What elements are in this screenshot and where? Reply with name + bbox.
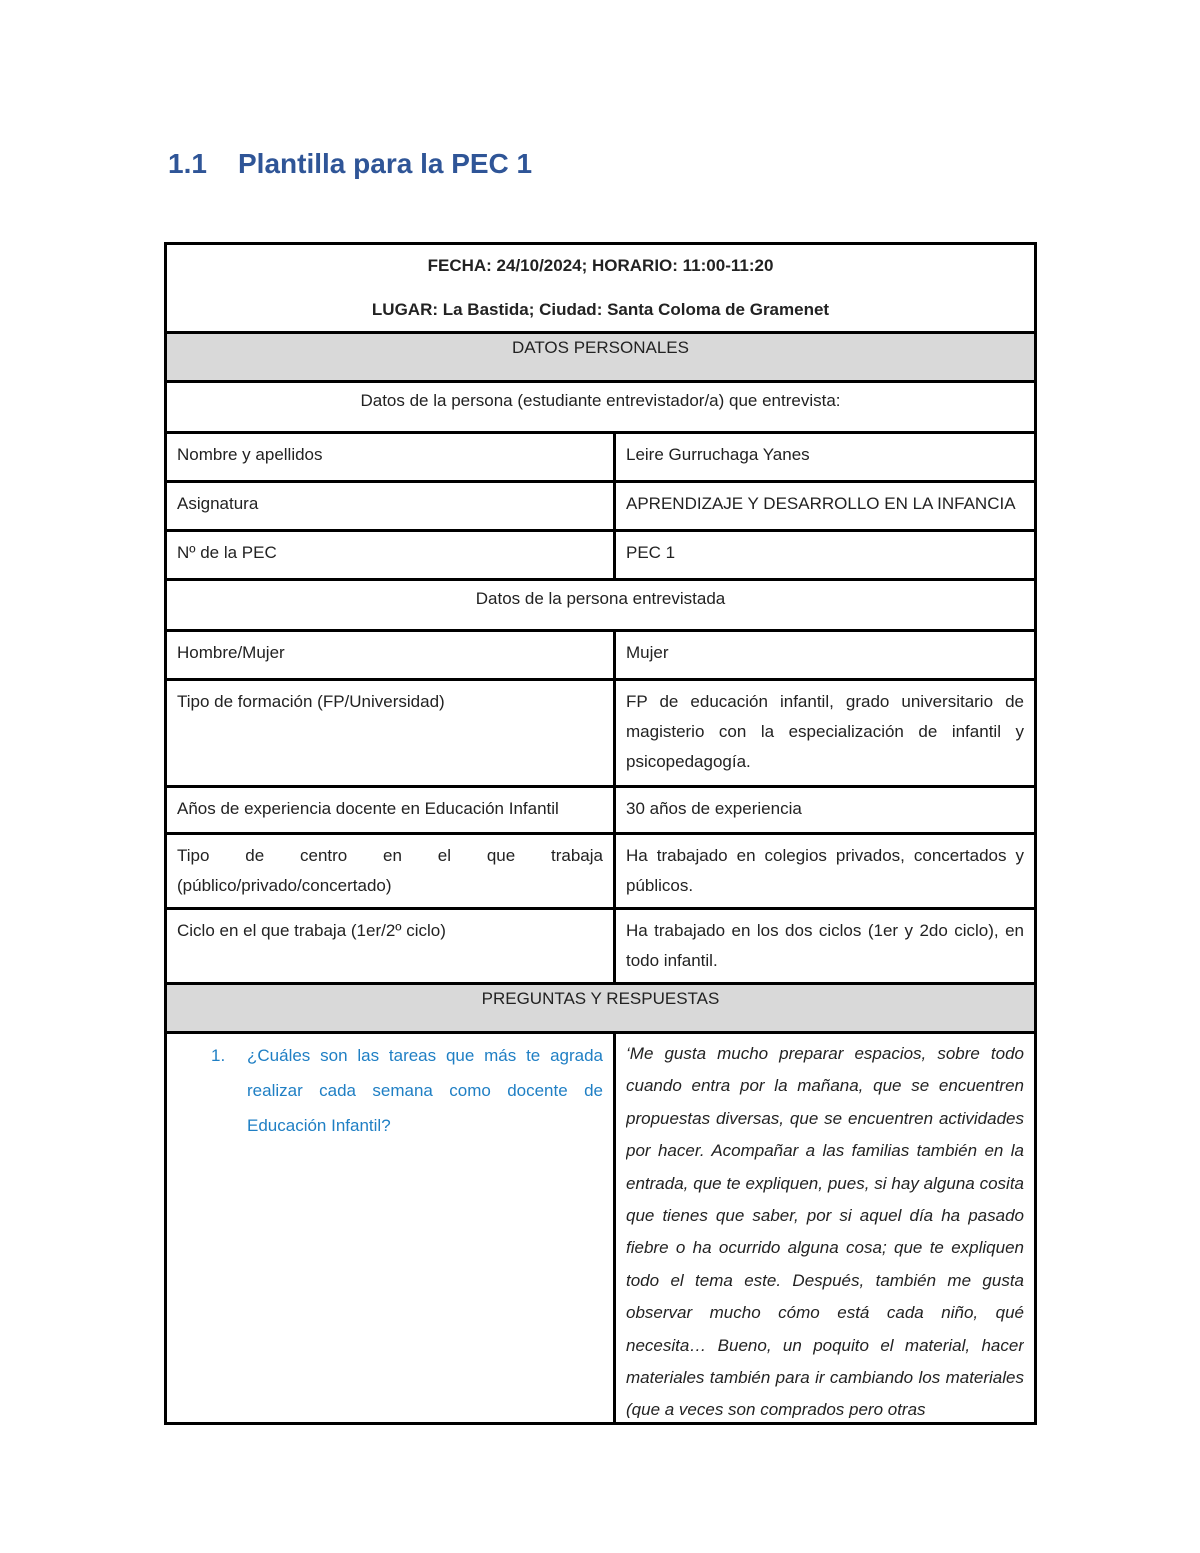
date-time-line: FECHA: 24/10/2024; HORARIO: 11:00-11:20 xyxy=(427,256,774,275)
table-row xyxy=(166,909,1036,984)
row-label: Tipo de centro en el que trabaja (público/privado/concertado) xyxy=(166,834,615,909)
personal-data-header: DATOS PERSONALES xyxy=(166,333,1036,382)
table-row xyxy=(166,631,1036,680)
table-row xyxy=(166,482,1036,531)
question-number: 1. xyxy=(211,1046,226,1065)
row-label: Ciclo en el que trabaja (1er/2º ciclo) xyxy=(166,909,615,984)
row-value: Ha trabajado en colegios privados, concertados y públicos. xyxy=(615,834,1036,909)
interviewer-subheader: Datos de la persona (estudiante entrevistador/a) que entrevista: xyxy=(166,382,1036,433)
table-row xyxy=(166,834,1036,909)
section-row xyxy=(166,984,1036,1033)
section-heading xyxy=(168,148,532,180)
section-row xyxy=(166,333,1036,382)
row-value: PEC 1 xyxy=(615,531,1036,580)
section-number: 1.1 xyxy=(168,148,207,179)
table-row xyxy=(166,531,1036,580)
qa-header: PREGUNTAS Y RESPUESTAS xyxy=(166,984,1036,1033)
row-value: Mujer xyxy=(615,631,1036,680)
row-label: Nº de la PEC xyxy=(166,531,615,580)
header-row xyxy=(166,244,1036,333)
row-label: Nombre y apellidos xyxy=(166,433,615,482)
question-text: ¿Cuáles son las tareas que más te agrada realizar cada semana como docente de Educación Infantil? xyxy=(247,1046,603,1135)
row-value: Ha trabajado en los dos ciclos (1er y 2do ciclo), en todo infantil. xyxy=(615,909,1036,984)
answer-text: ‘Me gusta mucho preparar espacios, sobre todo cuando entra por la mañana, que se encuentren propuestas diversas, que se encuentren actividades por hacer. Acompañar a las familias también en la entrada, que te expliquen, pues, si hay alguna cosita que tienes que saber, por si aquel día ha pasado fiebre o ha ocurrido alguna cosa; que te expliquen todo el tema este. Después, también me gusta observar mucho cómo está cada niño, qué necesita… Bueno, un poquito el material, hacer materiales también para ir cambiando los materiales (que a veces son comprados pero otras xyxy=(626,1044,1024,1418)
row-value: FP de educación infantil, grado universitario de magisterio con la especialización de infantil y psicopedagogía. xyxy=(615,680,1036,787)
table-row xyxy=(166,787,1036,834)
row-label: Asignatura xyxy=(166,482,615,531)
section-title: Plantilla para la PEC 1 xyxy=(238,148,533,179)
section-row xyxy=(166,580,1036,631)
section-row xyxy=(166,382,1036,433)
header-cell xyxy=(166,244,1036,333)
row-label: Años de experiencia docente en Educación Infantil xyxy=(166,787,615,834)
interview-template-table xyxy=(164,242,1037,1425)
question-row xyxy=(166,1033,1036,1424)
interviewee-subheader: Datos de la persona entrevistada xyxy=(166,580,1036,631)
table-row xyxy=(166,680,1036,787)
place-city-line: LUGAR: La Bastida; Ciudad: Santa Coloma de Gramenet xyxy=(371,300,830,319)
row-value: Leire Gurruchaga Yanes xyxy=(615,433,1036,482)
row-value: APRENDIZAJE Y DESARROLLO EN LA INFANCIA xyxy=(615,482,1036,531)
row-value: 30 años de experiencia xyxy=(615,787,1036,834)
question-cell xyxy=(166,1033,615,1424)
table-row xyxy=(166,433,1036,482)
answer-cell xyxy=(615,1033,1036,1424)
row-label: Tipo de formación (FP/Universidad) xyxy=(166,680,615,787)
row-label: Hombre/Mujer xyxy=(166,631,615,680)
